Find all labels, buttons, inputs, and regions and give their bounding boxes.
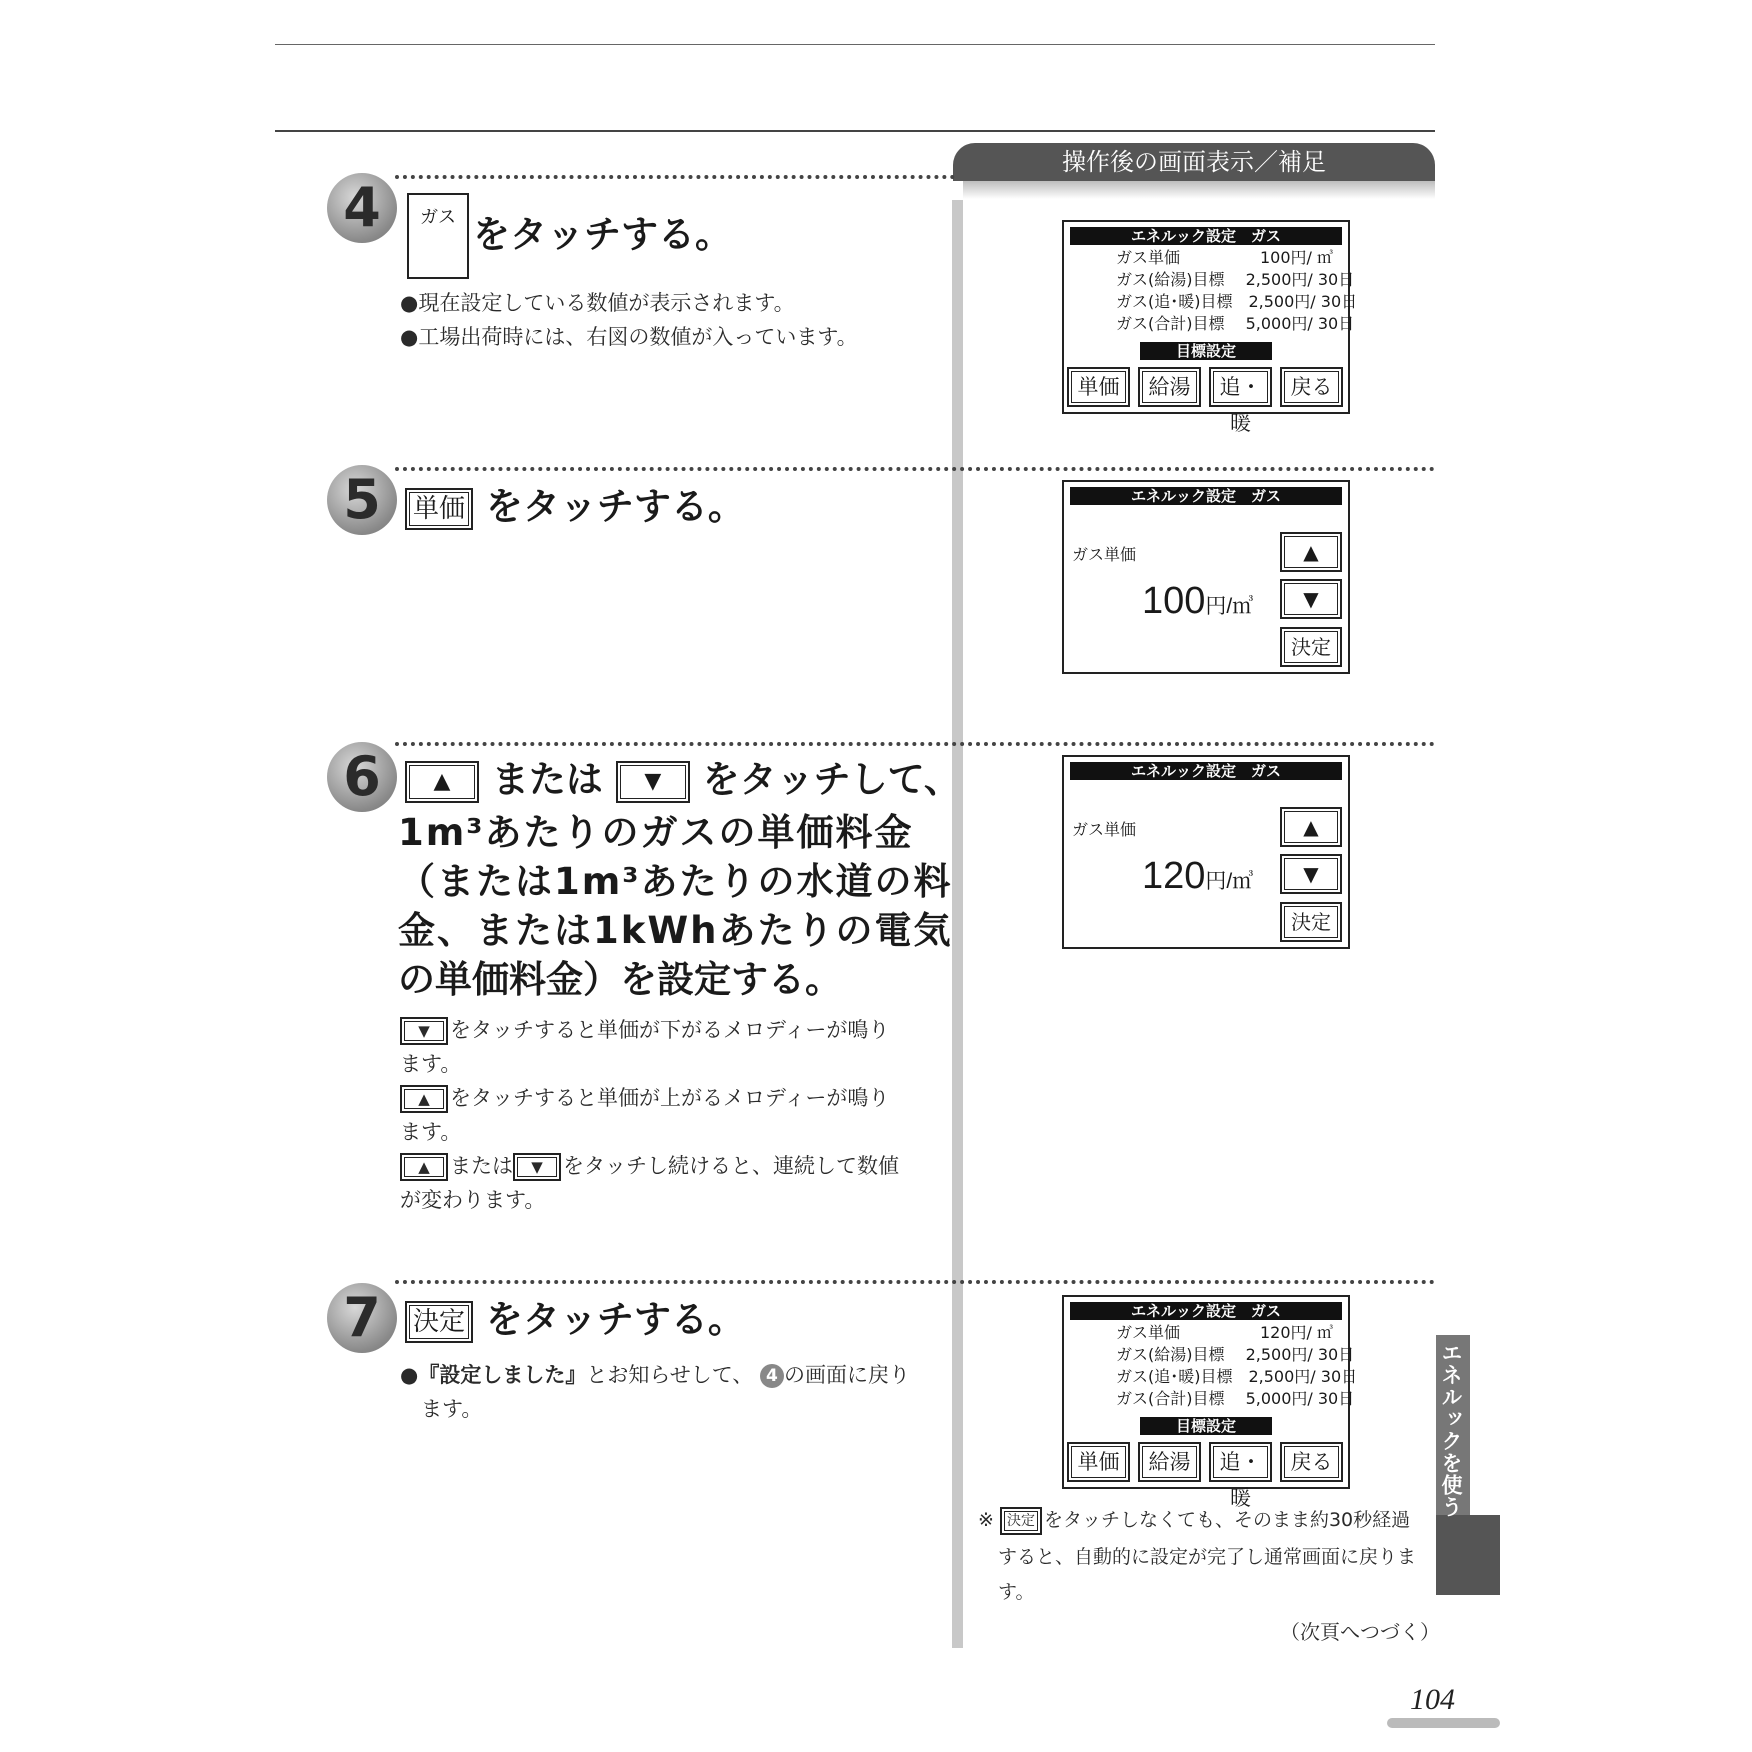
step7-separator [395, 1280, 1435, 1284]
screen-row: ガス単価 120円/ ㎥ [1116, 1323, 1334, 1342]
step-number: 4 [327, 173, 397, 243]
price-value: 120円/㎥ [1142, 855, 1254, 897]
footnote-line2: すると、自動的に設定が完了し通常画面に戻りま [998, 1546, 1417, 1568]
header-rule [275, 130, 1435, 132]
panel-summary-screen [1062, 1295, 1358, 1510]
step4-separator [395, 175, 955, 179]
up-arrow-button[interactable]: ▲ [1280, 807, 1342, 847]
step-number: 6 [327, 742, 397, 812]
page-number-bar [1387, 1718, 1500, 1728]
reheat-button[interactable]: 追・暖 [1209, 1442, 1272, 1482]
back-button[interactable]: 戻る [1280, 1442, 1343, 1482]
top-rule [275, 44, 1435, 45]
unit-price-button[interactable]: 単価 [1067, 367, 1130, 407]
up-arrow-button[interactable]: ▲ [1280, 532, 1342, 572]
step-number: 7 [327, 1283, 397, 1353]
step6-title-line1 [405, 755, 961, 804]
step6-title-line: の単価料金）を設定する。 [398, 958, 842, 1001]
step6-title-rest: をタッチして、 [702, 758, 961, 801]
step6-title-line: 1m³あたりのガスの単価料金 [398, 811, 914, 854]
screen-row: ガス(追･暖)目標 2,500円/ 30日 [1116, 1367, 1358, 1386]
step6-body-up: ▲ をタッチすると単価が上がるメロディーが鳴り [400, 1081, 889, 1115]
up-arrow-icon: ▲ [400, 1085, 448, 1113]
gas-price-label: ガス単価 [1072, 545, 1137, 564]
step4-note: ●工場出荷時には、右図の数値が入っています。 [400, 325, 858, 349]
up-arrow-icon: ▲ [400, 1153, 448, 1181]
right-header-shade [963, 181, 1435, 199]
step6-body-up-cont: ます。 [400, 1120, 462, 1144]
unit-price-button[interactable]: 単価 [1067, 1442, 1130, 1482]
step6-separator [395, 742, 1435, 746]
page-number: 104 [1410, 1683, 1455, 1716]
step6-title-line: （または1m³あたりの水道の料 [398, 860, 953, 903]
decide-button[interactable]: 決定 [1280, 902, 1342, 942]
down-arrow-key: ▼ [616, 761, 690, 803]
screen-row: ガス(合計)目標 5,000円/ 30日 [1116, 1389, 1355, 1408]
decide-key: 決定 [405, 1301, 473, 1343]
footnote-line3: す。 [998, 1581, 1035, 1603]
target-setting-label: 目標設定 [1140, 342, 1272, 360]
screen-row: ガス(給湯)目標 2,500円/ 30日 [1116, 270, 1355, 289]
hot-water-button[interactable]: 給湯 [1138, 1442, 1201, 1482]
screen-title: エネルック設定 ガス [1070, 487, 1342, 505]
panel-summary-screen [1062, 220, 1358, 435]
step6-body-hold-cont: が変わります。 [400, 1188, 546, 1212]
back-button[interactable]: 戻る [1280, 367, 1343, 407]
down-arrow-icon: ▼ [400, 1017, 448, 1045]
target-setting-label: 目標設定 [1140, 1417, 1272, 1435]
side-tab-label: エネルックを使う [1439, 1342, 1463, 1518]
panel-edit-screen [1062, 480, 1350, 674]
down-arrow-button[interactable]: ▼ [1280, 579, 1342, 619]
step7-note-cont: ます。 [421, 1397, 483, 1421]
column-divider [952, 200, 963, 1648]
panel-edit-screen [1062, 755, 1350, 949]
footnote-line1: ※ 決定 をタッチしなくても、そのまま約30秒経過 [978, 1503, 1410, 1537]
side-tab-block [1436, 1515, 1500, 1595]
continue-note: （次頁へつづく） [1280, 1620, 1440, 1644]
step5-title-text: をタッチする。 [485, 485, 745, 528]
step6-title-line: 金、または1kWhあたりの電気 [398, 909, 953, 952]
or-text: または [491, 758, 603, 801]
screen-row: ガス(追･暖)目標 2,500円/ 30日 [1116, 292, 1358, 311]
reheat-button[interactable]: 追・暖 [1209, 367, 1272, 407]
step4-title: をタッチする。 [473, 213, 732, 256]
right-column-header: 操作後の画面表示／補足 [953, 143, 1435, 181]
decide-key-small: 決定 [1000, 1507, 1042, 1535]
step-ref-badge: 4 [760, 1364, 784, 1388]
hot-water-button[interactable]: 給湯 [1138, 367, 1201, 407]
step6-body-hold: ▲ または ▼ をタッチし続けると、連続して数値 [400, 1149, 899, 1183]
price-value: 100円/㎥ [1142, 580, 1254, 622]
decide-button[interactable]: 決定 [1280, 627, 1342, 667]
step6-body-down: ▼ をタッチすると単価が下がるメロディーが鳴り [400, 1013, 889, 1047]
unit-price-key: 単価 [405, 488, 473, 530]
screen-row: ガス(合計)目標 5,000円/ 30日 [1116, 314, 1355, 333]
down-arrow-button[interactable]: ▼ [1280, 854, 1342, 894]
down-arrow-icon: ▼ [513, 1153, 561, 1181]
gas-key: ガス [407, 193, 469, 279]
screen-row: ガス単価 100円/ ㎥ [1116, 248, 1334, 267]
screen-title: エネルック設定 ガス [1070, 1302, 1342, 1320]
screen-title: エネルック設定 ガス [1070, 762, 1342, 780]
step-number: 5 [327, 465, 397, 535]
step5-separator [395, 467, 1435, 471]
gas-price-label: ガス単価 [1072, 820, 1137, 839]
step4-note: ●現在設定している数値が表示されます。 [400, 291, 795, 315]
step7-title-text: をタッチする。 [485, 1298, 745, 1341]
screen-row: ガス(給湯)目標 2,500円/ 30日 [1116, 1345, 1355, 1364]
step7-title [405, 1295, 745, 1344]
screen-title: エネルック設定 ガス [1070, 227, 1342, 245]
step7-note: ●『設定しました』とお知らせして、 4 の画面に戻り [400, 1363, 910, 1387]
step5-title [405, 482, 745, 531]
up-arrow-key: ▲ [405, 761, 479, 803]
step6-body-down-cont: ます。 [400, 1052, 462, 1076]
